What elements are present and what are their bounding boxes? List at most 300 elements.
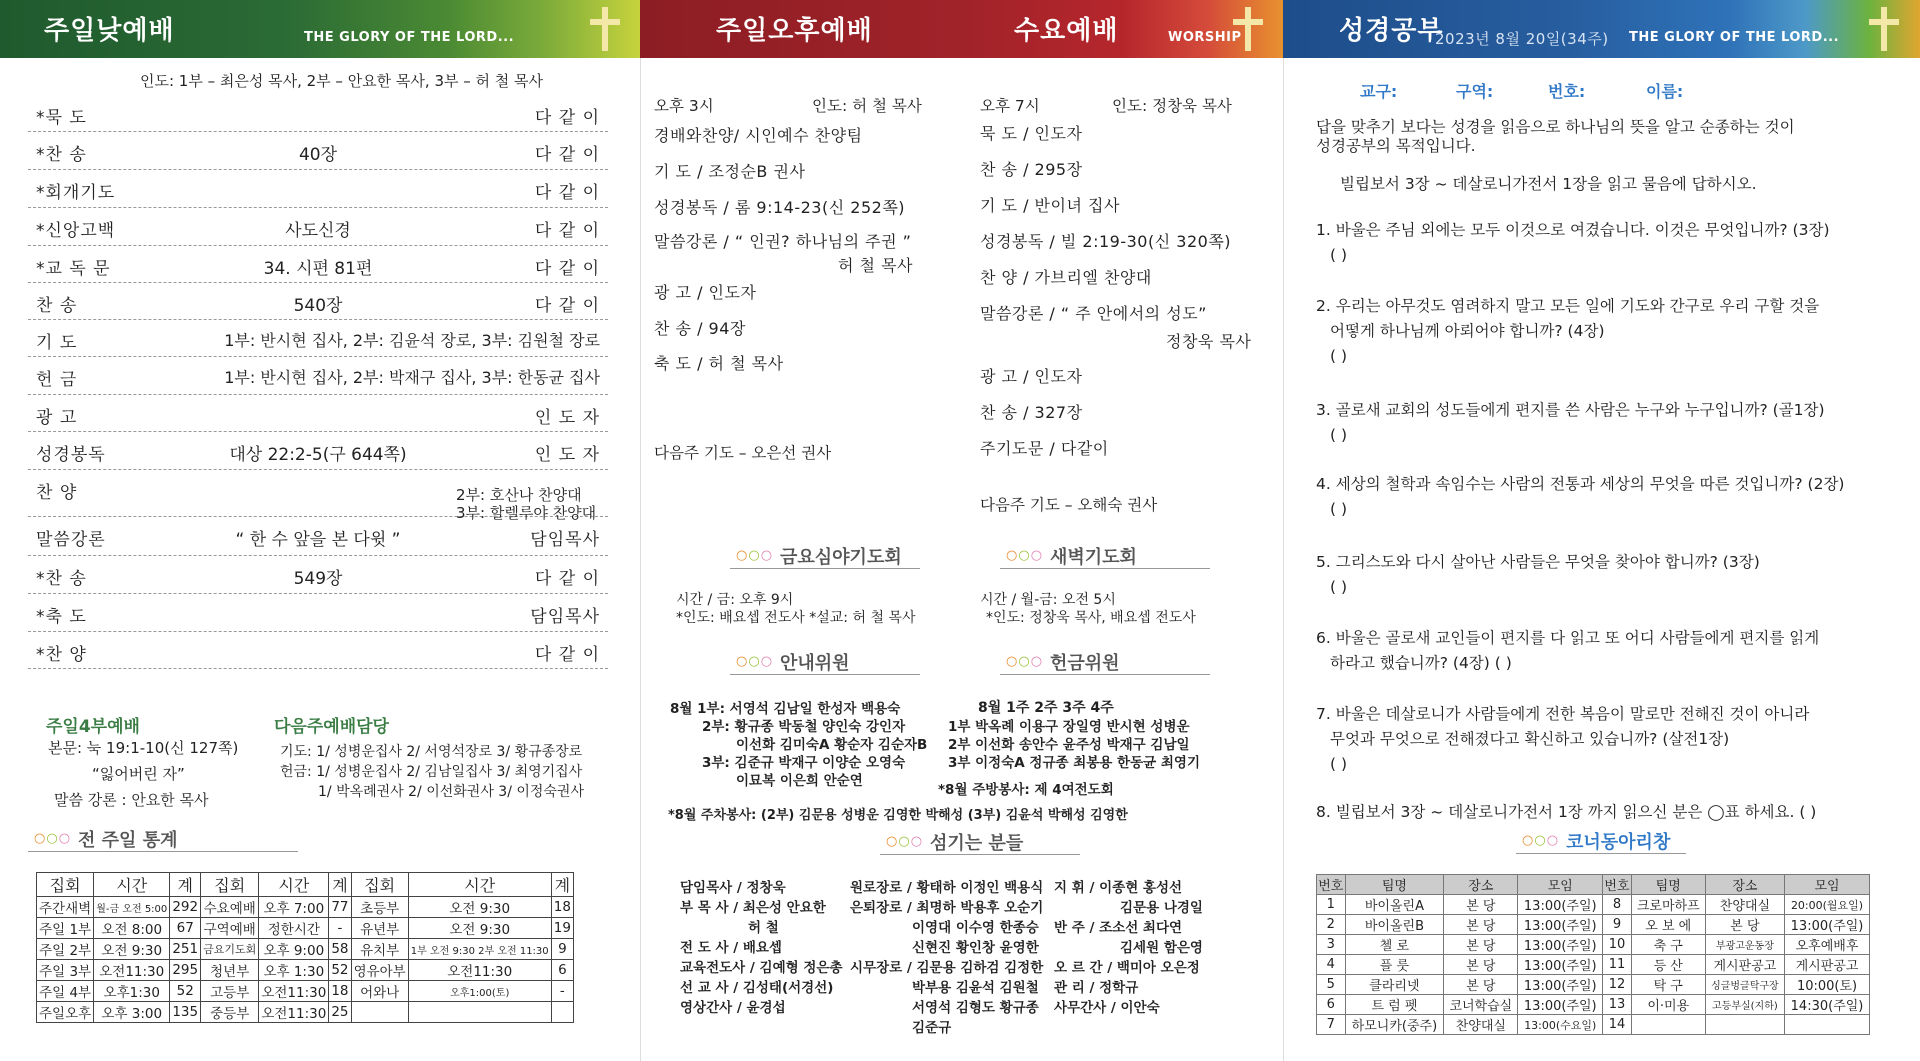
- stat-cell: 어와나: [351, 981, 408, 1002]
- stat-cell: 오후1:30: [94, 981, 170, 1002]
- offering-line: 3부 이정숙A 정규종 최봉용 한동균 최영기: [948, 755, 1200, 771]
- order-row: [28, 132, 608, 170]
- stat-title: 전 주일 통계: [78, 830, 178, 851]
- club-header: 장소: [1705, 875, 1784, 895]
- club-cell: 13: [1603, 995, 1632, 1015]
- stat-cell: 67: [170, 918, 201, 939]
- club-cell: [1631, 1015, 1705, 1035]
- question-line: 어떻게 하나님께 아뢰어야 합니까? (4장): [1330, 322, 1605, 340]
- wednesday-order-item: 정창욱 목사: [1166, 332, 1252, 351]
- question-line: 무엇과 무엇으로 전해졌다고 확신하고 있습니까? (살전1장): [1330, 730, 1730, 748]
- usher-heading: [730, 647, 920, 675]
- offering-line: 2부 이선화 송안수 윤주성 박재구 김남일: [948, 737, 1190, 753]
- club-cell: 축 구: [1631, 935, 1705, 955]
- stat-cell: 오전 9:30: [408, 897, 551, 918]
- stat-cell: 주일오후: [37, 1002, 94, 1023]
- question-line: 7. 바울은 데살로니가 사람들에게 전한 복음이 말로만 전해진 것이 아니라: [1316, 705, 1810, 723]
- staff-line: 영상간사 / 윤경섭: [680, 1000, 786, 1016]
- club-cell: 13:00(수요일): [1518, 1015, 1603, 1035]
- stat-header: 계: [329, 873, 351, 897]
- stat-cell: [408, 1002, 551, 1023]
- usher-line: 이묘복 이은희 안순연: [736, 773, 863, 789]
- club-cell: 트 럼 펫: [1345, 995, 1444, 1015]
- table-row: [1317, 915, 1870, 935]
- dawn-time: 시간 / 월-금: 오전 5시: [980, 592, 1116, 608]
- panel-title: 주일낮예배: [44, 16, 175, 46]
- fourth-service-preacher: 말씀 강론 : 안요한 목사: [54, 791, 209, 809]
- club-cell: 바이올린B: [1345, 915, 1444, 935]
- afternoon-time: 오후 3시: [654, 97, 714, 115]
- order-item-content: “ 한 수 앞을 본 다윗 ”: [235, 530, 401, 550]
- stat-cell: 295: [170, 960, 201, 981]
- dots-icon: ○○○: [1006, 654, 1044, 669]
- afternoon-order-item: 찬 송 / 94장: [654, 319, 746, 338]
- club-header: 팀명: [1631, 875, 1705, 895]
- club-cell: 하모니카(중주): [1345, 1015, 1444, 1035]
- staff-line: 교육전도사 / 김예형 정은총: [680, 960, 843, 976]
- order-item-label: 찬 양: [36, 483, 78, 503]
- usher-line: 이선화 김미숙A 황순자 김순자B: [736, 737, 928, 753]
- stat-cell: 18: [551, 897, 573, 918]
- panel-title: 주일오후예배: [716, 16, 873, 46]
- stat-cell: 정한시간: [259, 918, 329, 939]
- club-cell: 12: [1603, 975, 1632, 995]
- staff-line: 원로장로 / 황태하 이정인 백용식: [850, 880, 1044, 896]
- stat-cell: 청년부: [201, 960, 259, 981]
- club-header: 번호: [1317, 875, 1346, 895]
- wednesday-order-item: 묵 도 / 인도자: [980, 124, 1083, 143]
- usher-line: 3부: 김준규 박재구 이양순 오영숙: [702, 755, 906, 771]
- stat-cell: 52: [329, 960, 351, 981]
- club-table: [1316, 874, 1870, 1035]
- order-item-content: 34. 시편 81편: [263, 259, 373, 279]
- table-row: [37, 918, 574, 939]
- wednesday-order-item: 찬 송 / 327장: [980, 403, 1083, 422]
- staff-line: 서영석 김형도 황규종: [912, 1000, 1039, 1016]
- club-cell: 14:30(주일): [1785, 995, 1870, 1015]
- question-line: 하라고 했습니까? (4장) ( ): [1330, 654, 1512, 672]
- stat-cell: 주일 2부: [37, 939, 94, 960]
- order-item-label: 기 도: [36, 333, 78, 353]
- panel-subtitle: THE GLORY OF THE LORD...: [1629, 30, 1840, 45]
- order-item-leader: 다 같 이: [534, 221, 600, 241]
- stat-header: 계: [551, 873, 573, 897]
- stat-header: 집회: [201, 873, 259, 897]
- order-item-content: 대상 22:2-5(구 644쪽): [229, 445, 407, 465]
- praise-choir-2: 2부: 호산나 찬양대: [456, 486, 582, 504]
- order-row: [28, 632, 608, 669]
- order-item-label: 찬 송: [36, 296, 78, 316]
- club-header: 장소: [1444, 875, 1518, 895]
- order-item-label: *회개기도: [36, 183, 116, 203]
- order-item-content: 사도신경: [285, 221, 351, 241]
- order-row: [28, 95, 608, 132]
- stat-cell: [551, 1002, 573, 1023]
- order-row: [28, 320, 608, 357]
- club-header: 모임: [1785, 875, 1870, 895]
- stat-cell: 고등부: [201, 981, 259, 1002]
- club-header: 번호: [1603, 875, 1632, 895]
- next-week-title: 다음주예배담당: [274, 717, 389, 737]
- stat-cell: 오후 7:00: [259, 897, 329, 918]
- club-cell: 오후예배후: [1785, 935, 1870, 955]
- stat-header: 시간: [259, 873, 329, 897]
- club-cell: 2: [1317, 915, 1346, 935]
- club-cell: 클라리넷: [1345, 975, 1444, 995]
- offering-line: 1부 박옥례 이용구 장일영 반시현 성병운: [948, 719, 1190, 735]
- club-cell: 게시판공고: [1785, 955, 1870, 975]
- afternoon-order-item: 경배와찬양/ 시인예수 찬양팀: [654, 126, 863, 145]
- table-row: [1317, 935, 1870, 955]
- order-item-leader: 다 같 이: [534, 296, 600, 316]
- friday-title: 금요심야기도회: [780, 547, 902, 568]
- stat-cell: 오전11:30: [259, 1002, 329, 1023]
- order-row: [28, 357, 608, 395]
- order-item-leader: 담임목사: [530, 607, 600, 627]
- panel-subtitle: WORSHIP: [1168, 30, 1242, 45]
- stat-cell: 292: [170, 897, 201, 918]
- table-row: [1317, 955, 1870, 975]
- order-item-content: 540장: [293, 296, 343, 316]
- fourth-service-text: 본문: 눅 19:1-10(신 127쪽): [48, 739, 239, 757]
- friday-leader: *인도: 배요셉 전도사 *설교: 허 철 목사: [676, 610, 916, 626]
- next-week-offering: 헌금: 1/ 성병운집사 2/ 김남일집사 3/ 최영기집사: [280, 764, 583, 780]
- fourth-service-title: 주일4부예배: [46, 717, 140, 737]
- student-field-2: 구역:: [1456, 82, 1494, 101]
- staff-line: 이영대 이수영 한종승: [912, 920, 1039, 936]
- order-item-leader: 다 같 이: [534, 183, 600, 203]
- club-cell: 등 산: [1631, 955, 1705, 975]
- order-item-label: 말씀강론: [36, 530, 106, 550]
- order-item-label: *찬 양: [36, 645, 87, 665]
- stat-cell: 오후 1:30: [259, 960, 329, 981]
- stat-cell: 구역예배: [201, 918, 259, 939]
- stat-cell: 초등부: [351, 897, 408, 918]
- club-cell: 7: [1317, 1015, 1346, 1035]
- club-cell: 고등부실(지하): [1705, 995, 1784, 1015]
- stat-cell: 9: [551, 939, 573, 960]
- stat-cell: 수요예배: [201, 897, 259, 918]
- wednesday-order-item: 주기도문 / 다같이: [980, 439, 1109, 458]
- stat-cell: 금요기도회: [201, 939, 259, 960]
- club-cell: 첼 로: [1345, 935, 1444, 955]
- club-cell: [1705, 1015, 1784, 1035]
- leaders-line: 인도: 1부 – 최은성 목사, 2부 – 안요한 목사, 3부 – 허 철 목사: [140, 72, 544, 90]
- club-header: 팀명: [1345, 875, 1444, 895]
- club-cell: 4: [1317, 955, 1346, 975]
- stat-cell: 오전 8:00: [94, 918, 170, 939]
- club-cell: 13:00(주일): [1518, 955, 1603, 975]
- club-cell: 찬양대실: [1705, 895, 1784, 915]
- question-line: ( ): [1330, 347, 1348, 365]
- stat-cell: 오후1:00(토): [408, 981, 551, 1002]
- header-bible-study: [1283, 0, 1920, 58]
- table-row: [37, 960, 574, 981]
- order-row: [28, 556, 608, 594]
- cross-icon: [1227, 5, 1269, 53]
- table-row: [37, 1002, 574, 1023]
- staff-line: 김세원 함은영: [1120, 940, 1203, 956]
- question-line: 2. 우리는 아무것도 염려하지 말고 모든 일에 기도와 간구로 우리 구할 것을: [1316, 297, 1820, 315]
- serve-heading: [880, 827, 1080, 855]
- parking-note: *8월 주차봉사: (2부) 김문용 성병운 김영한 박해성 (3부) 김윤석 박해성 김영한: [668, 808, 1128, 823]
- friday-time: 시간 / 금: 오후 9시: [676, 592, 794, 608]
- club-cell: 본 당: [1444, 975, 1518, 995]
- club-cell: 오 보 에: [1631, 915, 1705, 935]
- intro-line-1: 답을 맞추기 보다는 성경을 읽음으로 하나님의 뜻을 알고 순종하는 것이: [1316, 118, 1795, 136]
- wednesday-order-item: 기 도 / 반이녀 집사: [980, 196, 1120, 215]
- order-row: [28, 395, 608, 432]
- club-header: 모임: [1518, 875, 1603, 895]
- instruction: 빌립보서 3장 ~ 데살로니가전서 1장을 읽고 물음에 답하시오.: [1340, 175, 1757, 193]
- afternoon-order-item: 축 도 / 허 철 목사: [654, 354, 784, 373]
- dots-icon: ○○○: [736, 548, 774, 563]
- staff-line: 신현진 황인창 윤영한: [912, 940, 1039, 956]
- stat-cell: 영유아부: [351, 960, 408, 981]
- wednesday-order-item: 말씀강론 / “ 주 안에서의 성도”: [980, 304, 1207, 323]
- club-cell: 13:00(주일): [1785, 915, 1870, 935]
- order-item-leader: 담임목사: [530, 530, 600, 550]
- club-cell: 20:00(월요일): [1785, 895, 1870, 915]
- wednesday-next-prayer: 다음주 기도 – 오해숙 권사: [980, 496, 1158, 514]
- stat-cell: 유년부: [351, 918, 408, 939]
- attendance-table: [36, 872, 574, 1023]
- staff-line: 전 도 사 / 배요셉: [680, 940, 782, 956]
- cross-icon: [1863, 5, 1905, 53]
- stat-cell: 월-금 오전 5:00: [94, 897, 170, 918]
- club-cell: 본 당: [1444, 915, 1518, 935]
- club-cell: 바이올린A: [1345, 895, 1444, 915]
- club-cell: 게시판공고: [1705, 955, 1784, 975]
- order-item-label: *찬 송: [36, 569, 87, 589]
- stat-cell: 251: [170, 939, 201, 960]
- club-cell: 9: [1603, 915, 1632, 935]
- offering-week-head: 8월 1주 2주 3주 4주: [978, 700, 1114, 716]
- order-item-leader: 다 같 이: [534, 108, 600, 128]
- table-row: [37, 897, 574, 918]
- stat-cell: 주일 3부: [37, 960, 94, 981]
- club-cell: 1: [1317, 895, 1346, 915]
- order-item-leader: 1부: 반시현 집사, 2부: 박재구 집사, 3부: 한동균 집사: [224, 368, 600, 387]
- question-line: ( ): [1330, 500, 1348, 518]
- stat-cell: 유치부: [351, 939, 408, 960]
- club-cell: 싱글벙글탁구장: [1705, 975, 1784, 995]
- order-item-label: 성경봉독: [36, 445, 106, 465]
- order-row: [28, 432, 608, 470]
- question-line: 6. 바울은 골로새 교인들이 편지를 다 읽고 또 어디 사람들에게 편지를 읽게: [1316, 629, 1820, 647]
- club-cell: 3: [1317, 935, 1346, 955]
- club-cell: 11: [1603, 955, 1632, 975]
- stat-cell: 오전 9:30: [94, 939, 170, 960]
- stat-cell: 19: [551, 918, 573, 939]
- usher-line: 8월 1부: 서영석 김남일 한성자 백용숙: [670, 701, 901, 717]
- usher-title: 안내위원: [780, 653, 850, 674]
- order-item-label: *묵 도: [36, 108, 87, 128]
- club-cell: 본 당: [1705, 915, 1784, 935]
- question-line: ( ): [1330, 426, 1348, 444]
- question-line: 3. 골로새 교회의 성도들에게 편지를 쓴 사람은 누구와 누구입니까? (골1장): [1316, 401, 1825, 419]
- club-cell: 본 당: [1444, 935, 1518, 955]
- cross-icon: [584, 5, 626, 53]
- next-week-offering-2: 1/ 박옥례권사 2/ 이선화권사 3/ 이정숙권사: [318, 784, 584, 800]
- wednesday-order-item: 광 고 / 인도자: [980, 367, 1083, 386]
- club-cell: 코너학습실: [1444, 995, 1518, 1015]
- order-row: [28, 208, 608, 246]
- stat-cell: 중등부: [201, 1002, 259, 1023]
- club-cell: 탁 구: [1631, 975, 1705, 995]
- panel-title: 수요예배: [1014, 16, 1119, 46]
- question-line: ( ): [1330, 578, 1348, 596]
- dots-icon: ○○○: [736, 654, 774, 669]
- panel-title: 성경공부: [1339, 16, 1444, 46]
- dots-icon: ○○○: [1522, 833, 1560, 848]
- stat-heading: [28, 824, 298, 852]
- club-cell: 본 당: [1444, 895, 1518, 915]
- club-cell: 13:00(주일): [1518, 975, 1603, 995]
- student-field-4: 이름:: [1646, 82, 1684, 101]
- staff-line: 담임목사 / 정창욱: [680, 880, 786, 896]
- afternoon-order-item: 허 철 목사: [838, 256, 913, 275]
- question-line: ( ): [1330, 246, 1348, 264]
- dots-icon: ○○○: [1006, 548, 1044, 563]
- order-item-leader: 다 같 이: [534, 569, 600, 589]
- club-cell: 본 당: [1444, 955, 1518, 975]
- stat-cell: -: [551, 981, 573, 1002]
- order-item-leader: 인 도 자: [534, 445, 600, 465]
- stat-cell: 58: [329, 939, 351, 960]
- stat-cell: 25: [329, 1002, 351, 1023]
- staff-line: 허 철: [748, 920, 779, 936]
- club-cell: 13:00(주일): [1518, 935, 1603, 955]
- club-cell: 크로마하프: [1631, 895, 1705, 915]
- wednesday-order-item: 성경봉독 / 빌 2:19-30(신 320쪽): [980, 232, 1232, 251]
- stat-cell: 오전11:30: [259, 981, 329, 1002]
- club-cell: 10: [1603, 935, 1632, 955]
- serve-title: 섬기는 분들: [930, 833, 1024, 854]
- intro-line-2: 성경공부의 목적입니다.: [1316, 137, 1476, 155]
- stat-cell: 주일 1부: [37, 918, 94, 939]
- table-row: [1317, 895, 1870, 915]
- study-date: 2023년 8월 20일(34주): [1435, 30, 1609, 48]
- afternoon-leader: 인도: 허 철 목사: [812, 97, 922, 115]
- afternoon-order-item: 성경봉독 / 롬 9:14-23(신 252쪽): [654, 198, 906, 217]
- dawn-heading: [1000, 541, 1210, 569]
- club-cell: 10:00(토): [1785, 975, 1870, 995]
- stat-cell: [351, 1002, 408, 1023]
- stat-cell: 오전 9:30: [408, 918, 551, 939]
- staff-line: 선 교 사 / 김성태(서경선): [680, 980, 834, 996]
- staff-line: 오 르 간 / 백미아 오은정: [1054, 960, 1200, 976]
- club-cell: 5: [1317, 975, 1346, 995]
- order-item-leader: 다 같 이: [534, 259, 600, 279]
- staff-line: 반 주 / 조소선 최다연: [1054, 920, 1183, 936]
- question-line: 4. 세상의 철학과 속임수는 사람의 전통과 세상의 무엇을 따른 것입니까? (2장): [1316, 475, 1845, 493]
- wednesday-order-item: 찬 양 / 가브리엘 찬양대: [980, 268, 1152, 287]
- fourth-service-sermon: “잃어버린 자”: [92, 765, 185, 783]
- table-row: [1317, 975, 1870, 995]
- afternoon-next-prayer: 다음주 기도 – 오은선 권사: [654, 444, 832, 462]
- wednesday-order-item: 찬 송 / 295장: [980, 160, 1083, 179]
- club-cell: 14: [1603, 1015, 1632, 1035]
- club-cell: 6: [1317, 995, 1346, 1015]
- wednesday-time: 오후 7시: [980, 97, 1040, 115]
- stat-cell: -: [329, 918, 351, 939]
- question-line: 5. 그리스도와 다시 살아난 사람들은 무엇을 찾아야 합니까? (3장): [1316, 553, 1760, 571]
- table-row: [37, 939, 574, 960]
- order-item-label: 헌 금: [36, 370, 78, 390]
- stat-cell: 오전11:30: [94, 960, 170, 981]
- club-cell: 이·미용: [1631, 995, 1705, 1015]
- staff-line: 은퇴장로 / 최명하 박용후 오순기: [850, 900, 1044, 916]
- staff-line: 박부용 김윤석 김원철: [912, 980, 1039, 996]
- order-item-leader: 다 같 이: [534, 145, 600, 165]
- table-row: [1317, 995, 1870, 1015]
- staff-line: 시무장로 / 김문용 김하검 김정한: [850, 960, 1044, 976]
- table-row: [37, 981, 574, 1002]
- praise-choir-3: 3부: 할렐루야 찬양대: [456, 504, 597, 522]
- club-cell: 13:00(주일): [1518, 895, 1603, 915]
- club-cell: 13:00(주일): [1518, 995, 1603, 1015]
- club-cell: 플 룻: [1345, 955, 1444, 975]
- order-item-leader: 인 도 자: [534, 408, 600, 428]
- student-field-1: 교구:: [1360, 82, 1398, 101]
- order-item-label: *찬 송: [36, 145, 87, 165]
- staff-line: 사무간사 / 이안숙: [1054, 1000, 1160, 1016]
- wednesday-leader: 인도: 정창욱 목사: [1112, 97, 1232, 115]
- stat-cell: 77: [329, 897, 351, 918]
- panel-subtitle: THE GLORY OF THE LORD...: [304, 30, 515, 45]
- order-item-label: *교 독 문: [36, 259, 111, 279]
- question-line: 8. 빌립보서 3장 ~ 데살로니가전서 1장 까지 읽으신 분은 ◯표 하세요. ( ): [1316, 803, 1817, 821]
- stat-cell: 18: [329, 981, 351, 1002]
- staff-line: 김준규: [912, 1020, 952, 1036]
- order-item-leader: 다 같 이: [534, 645, 600, 665]
- dawn-title: 새벽기도회: [1050, 547, 1137, 568]
- club-cell: [1785, 1015, 1870, 1035]
- dawn-leader: *인도: 정창욱 목사, 배요셉 전도사: [986, 610, 1196, 626]
- order-item-content: 549장: [293, 569, 343, 589]
- table-row: [1317, 1015, 1870, 1035]
- order-item-leader: 1부: 반시현 집사, 2부: 김윤석 장로, 3부: 김원철 장로: [224, 331, 600, 350]
- order-item-label: 광 고: [36, 408, 78, 428]
- next-week-prayer: 기도: 1/ 성병운집사 2/ 서영석장로 3/ 황규종장로: [280, 744, 583, 760]
- club-cell: 부광고운동장: [1705, 935, 1784, 955]
- offering-heading: [1000, 647, 1210, 675]
- club-heading: [1516, 826, 1686, 854]
- friday-heading: [730, 541, 920, 569]
- club-cell: 8: [1603, 895, 1632, 915]
- stat-cell: 오전11:30: [408, 960, 551, 981]
- stat-cell: 1부 오전 9:30 2부 오전 11:30: [408, 939, 551, 960]
- order-item-label: *축 도: [36, 607, 87, 627]
- order-row: [28, 283, 608, 320]
- stat-header: 시간: [408, 873, 551, 897]
- order-item-content: 40장: [298, 145, 338, 165]
- stat-cell: 오후 9:00: [259, 939, 329, 960]
- order-item-label: *신앙고백: [36, 221, 116, 241]
- dots-icon: ○○○: [886, 834, 924, 849]
- order-row: [28, 594, 608, 632]
- staff-line: 김문용 나경일: [1120, 900, 1203, 916]
- stat-cell: 52: [170, 981, 201, 1002]
- club-cell: 찬양대실: [1444, 1015, 1518, 1035]
- order-row: [28, 170, 608, 208]
- staff-line: 관 리 / 정학규: [1054, 980, 1139, 996]
- question-line: ( ): [1330, 755, 1348, 773]
- stat-header: 집회: [351, 873, 408, 897]
- header-afternoon-wednesday: [640, 0, 1283, 58]
- order-row: [28, 246, 608, 283]
